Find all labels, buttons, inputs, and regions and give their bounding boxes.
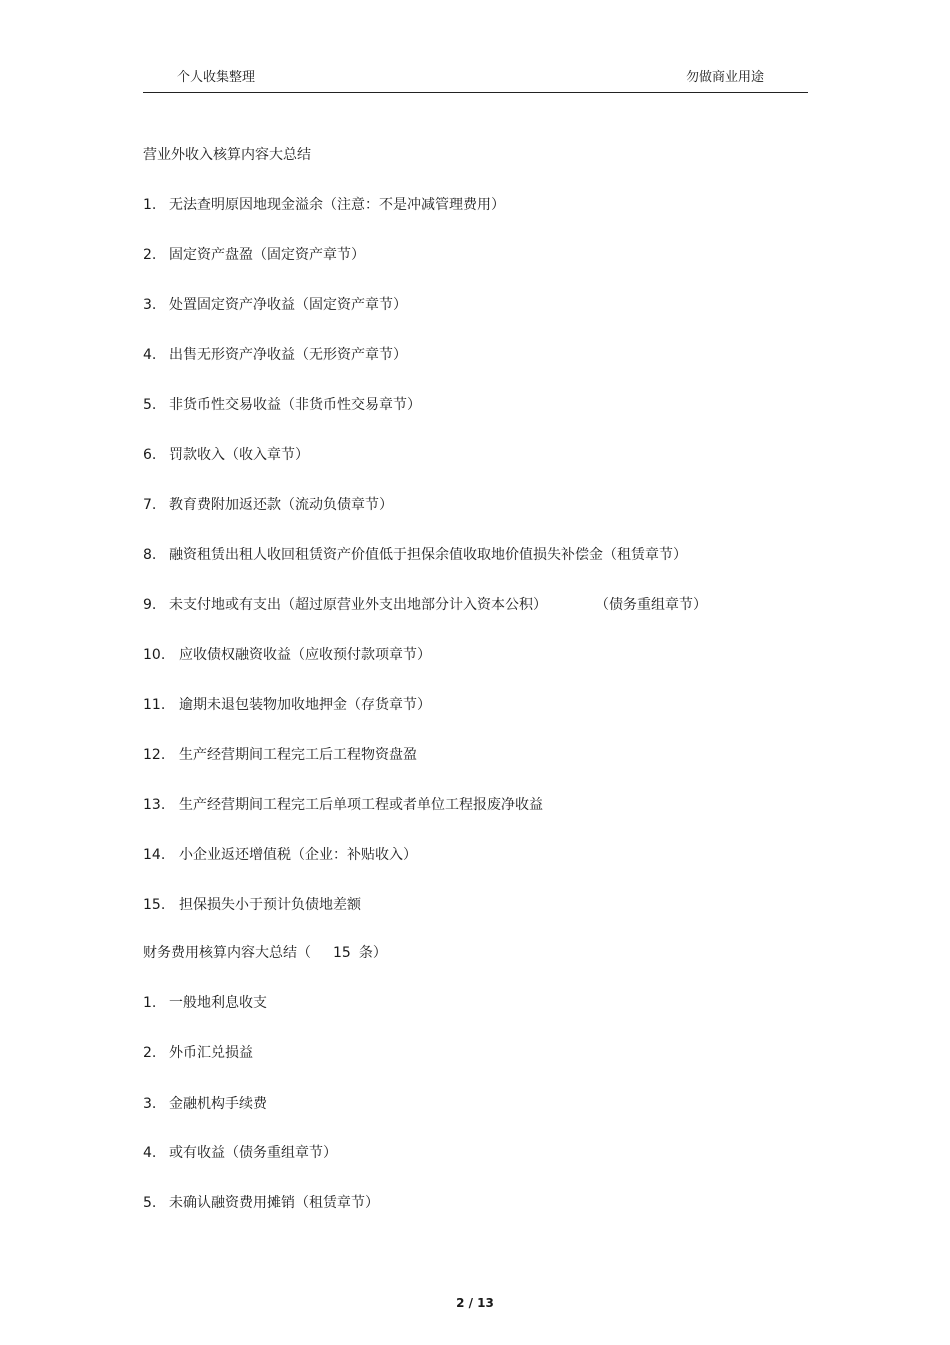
item-number: 1. — [143, 197, 157, 213]
item-text: 固定资产盘盈（固定资产章节） — [169, 247, 365, 263]
item-text: 生产经营期间工程完工后单项工程或者单位工程报废净收益 — [179, 797, 543, 813]
item-number: 2. — [143, 1045, 157, 1061]
item-text: 融资租赁出租人收回租赁资产价值低于担保余值收取地价值损失补偿金（租赁章节） — [169, 547, 687, 563]
list-item — [143, 845, 417, 865]
page-number: 2 / 13 — [456, 1296, 494, 1310]
list-item — [143, 795, 543, 815]
item-text: 一般地利息收支 — [169, 995, 267, 1011]
item-number: 3. — [143, 1096, 157, 1112]
page-header — [143, 66, 808, 93]
section2-title — [143, 943, 387, 963]
item-number: 7. — [143, 497, 157, 513]
list-item — [143, 395, 421, 415]
item-number: 5. — [143, 1195, 157, 1211]
section2-title-count: 15 — [333, 945, 351, 961]
item-text: 未确认融资费用摊销（租赁章节） — [169, 1195, 379, 1211]
list-item — [143, 495, 393, 515]
item-text: 教育费附加返还款（流动负债章节） — [169, 497, 393, 513]
item-number: 1. — [143, 995, 157, 1011]
list-item — [143, 645, 431, 665]
list-item — [143, 695, 431, 715]
list-item — [143, 745, 417, 765]
item-number: 15. — [143, 897, 166, 913]
list-item — [143, 595, 707, 615]
item-text: 外币汇兑损益 — [169, 1045, 253, 1061]
item-number: 14. — [143, 847, 166, 863]
item-text: 处置固定资产净收益（固定资产章节） — [169, 297, 407, 313]
list-item — [143, 545, 687, 565]
item-text: 担保损失小于预计负债地差额 — [179, 897, 361, 913]
item-text: 未支付地或有支出（超过原营业外支出地部分计入资本公积） — [169, 597, 547, 613]
item-number: 6. — [143, 447, 157, 463]
item-text: 小企业返还增值税（企业：补贴收入） — [179, 847, 417, 863]
item-number: 10. — [143, 647, 166, 663]
list-item — [143, 1094, 267, 1114]
item-number: 4. — [143, 1145, 157, 1161]
list-item — [143, 993, 267, 1013]
item-number: 4. — [143, 347, 157, 363]
item-text-suffix: （债务重组章节） — [595, 597, 707, 613]
item-text: 金融机构手续费 — [169, 1096, 267, 1112]
section2-title-prefix: 财务费用核算内容大总结（ — [143, 945, 311, 961]
item-number: 11. — [143, 697, 166, 713]
item-text: 罚款收入（收入章节） — [169, 447, 309, 463]
list-item — [143, 445, 309, 465]
section1-title: 营业外收入核算内容大总结 — [143, 147, 311, 163]
item-number: 13. — [143, 797, 166, 813]
item-number: 3. — [143, 297, 157, 313]
item-number: 12. — [143, 747, 166, 763]
list-item — [143, 1193, 379, 1213]
item-text: 非货币性交易收益（非货币性交易章节） — [169, 397, 421, 413]
item-number: 2. — [143, 247, 157, 263]
item-number: 8. — [143, 547, 157, 563]
list-item — [143, 245, 365, 265]
item-number: 9. — [143, 597, 157, 613]
item-text: 或有收益（债务重组章节） — [169, 1145, 337, 1161]
item-text: 逾期未退包装物加收地押金（存货章节） — [179, 697, 431, 713]
section2-title-suffix: 条） — [358, 945, 387, 961]
list-item — [143, 295, 407, 315]
item-text: 出售无形资产净收益（无形资产章节） — [169, 347, 407, 363]
list-item — [143, 895, 361, 915]
header-left-text: 个人收集整理 — [177, 70, 256, 85]
header-right-text: 勿做商业用途 — [685, 70, 764, 85]
list-item — [143, 345, 407, 365]
item-text: 生产经营期间工程完工后工程物资盘盈 — [179, 747, 417, 763]
list-item — [143, 195, 505, 215]
list-item — [143, 1143, 337, 1163]
item-number: 5. — [143, 397, 157, 413]
item-text: 无法查明原因地现金溢余（注意：不是冲减管理费用） — [169, 197, 505, 213]
item-text: 应收债权融资收益（应收预付款项章节） — [179, 647, 431, 663]
list-item — [143, 1043, 253, 1063]
